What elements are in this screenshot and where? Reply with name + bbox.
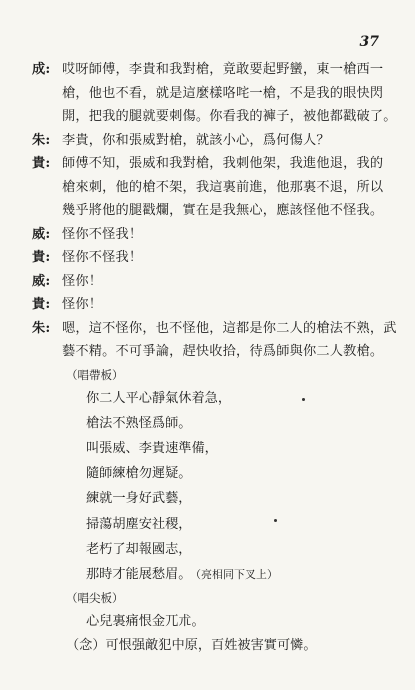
verse-line [86,562,397,587]
speaker-label: 成: [32,62,51,77]
aria-label: （唱帶板） [66,367,124,382]
speaker-label: 貴: [32,156,51,171]
speech-line: 開，把我的腿就要刺傷。你看我的褲子，被他都戳破了。 [62,109,397,124]
speech-text [62,317,397,364]
speech-line: 怪你！ [62,297,103,312]
speech-text [62,223,397,247]
speech-line: 藝不精。不可爭論，趕快收拾，待爲師與你二人教槍。 [62,344,384,359]
page-number: 37 [359,34,379,50]
dialogue-line [32,152,397,223]
verse-line: 叫張威、李貴速準備， [86,440,218,456]
verse-line: 心兒裏痛恨金兀朮。 [86,614,205,630]
speech-line: 槍來刺，他的槍不架，我這裏前進，他那裏不退，所以 [62,179,384,195]
narration-line: （念）可恨强敵犯中原，百姓被害實可憐。 [66,638,317,654]
speech-text [62,293,397,317]
dialogue-line [32,270,397,294]
dialogue-line [32,129,397,153]
verse-line: 老朽了却報國志， [86,541,192,557]
speech-text [62,246,397,270]
aria-label: （唱尖板） [66,591,124,606]
speech-text [62,270,397,294]
speech-text [62,152,397,223]
speech-line: 怪你！ [62,273,103,289]
ink-speck [302,398,305,401]
verse-block [86,609,397,634]
verse-line: 槍法不熟怪爲師。 [86,415,192,431]
speaker-label: 朱: [32,320,51,336]
speaker-label: 威: [32,226,51,242]
speech-line: 幾乎將他的腿戳爛，實在是我無心，應該怪他不怪我。 [62,203,384,218]
speaker-label: 朱: [32,132,51,148]
verse-line: 隨師練槍勿遲疑。 [86,466,192,482]
stage-direction: （亮相同下叉上） [195,567,278,581]
verse-line: 練就一身好武藝， [86,491,192,507]
script-body [32,58,397,658]
verse-block [86,386,397,588]
ink-speck [274,519,277,522]
speaker-label: 貴: [32,297,51,312]
speaker-label: 威: [32,273,51,289]
speech-line: 槍，他也不看，就是這麼樣咯咤一槍，不是我的眼快閃 [62,85,384,101]
speaker-label: 貴: [32,250,51,265]
speech-line: 怪你不怪我！ [62,250,143,265]
speech-line: 怪你不怪我！ [62,226,143,242]
dialogue-line [32,246,397,270]
dialogue-line [32,317,397,364]
speech-text [62,129,397,153]
speech-line: 嗯，這不怪你，也不怪他，這都是你二人的槍法不熟，武 [62,320,397,336]
speech-text [62,58,397,129]
dialogue-line [32,58,397,129]
speech-line: 李貴，你和張威對槍，就該小心，爲何傷人？ [62,132,330,148]
dialogue-line [32,223,397,247]
verse-text: 那時才能展愁眉。 [86,566,192,582]
verse-line: 你二人平心靜氣休着急， [86,390,232,406]
speech-line: 師傅不知，張威和我對槍，我刺他架，我進他退，我的 [62,156,384,171]
dialogue-line [32,293,397,317]
verse-line: 掃蕩胡塵安社稷， [86,516,192,532]
speech-line: 哎呀師傅，李貴和我對槍，竟敢要起野蠻，東一槍西一 [62,62,384,77]
